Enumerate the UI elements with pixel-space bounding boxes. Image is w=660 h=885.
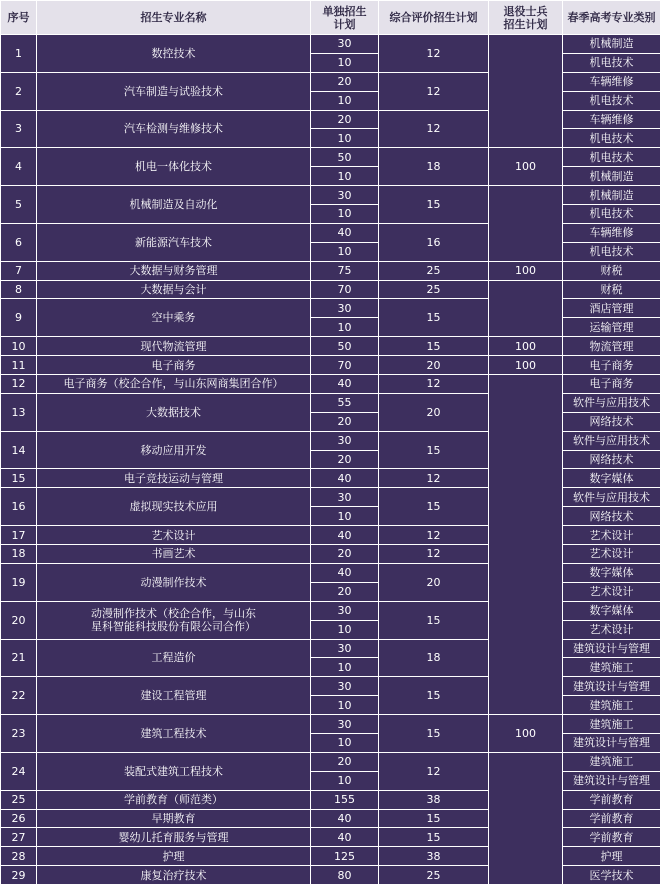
major-name bbox=[37, 431, 311, 469]
major-name-line: 电子商务（校企合作，与山东网商集团合作） bbox=[39, 377, 308, 390]
solo-plan: 20 bbox=[311, 110, 379, 129]
major-name bbox=[37, 545, 311, 564]
header-no: 序号 bbox=[1, 1, 37, 35]
exam-category: 建筑设计与管理 bbox=[563, 677, 660, 696]
solo-plan: 125 bbox=[311, 847, 379, 866]
major-name-line: 动漫制作技术 bbox=[39, 576, 308, 589]
exam-category: 数字媒体 bbox=[563, 563, 660, 582]
solo-plan: 10 bbox=[311, 733, 379, 752]
exam-category: 机械制造 bbox=[563, 35, 660, 54]
major-name bbox=[37, 110, 311, 148]
exam-category: 机电技术 bbox=[563, 53, 660, 72]
solo-plan: 20 bbox=[311, 72, 379, 91]
major-name bbox=[37, 186, 311, 224]
comprehensive-plan: 20 bbox=[379, 356, 489, 375]
table-row bbox=[1, 261, 660, 280]
comprehensive-plan: 15 bbox=[379, 809, 489, 828]
comprehensive-plan: 12 bbox=[379, 469, 489, 488]
exam-category: 机械制造 bbox=[563, 167, 660, 186]
solo-plan: 40 bbox=[311, 375, 379, 394]
solo-plan: 20 bbox=[311, 545, 379, 564]
major-name bbox=[37, 677, 311, 715]
row-number: 22 bbox=[1, 677, 37, 715]
major-name bbox=[37, 809, 311, 828]
exam-category: 软件与应用技术 bbox=[563, 393, 660, 412]
row-number: 19 bbox=[1, 563, 37, 601]
major-name-line: 数控技术 bbox=[39, 47, 308, 60]
veteran-plan bbox=[489, 186, 563, 262]
solo-plan: 50 bbox=[311, 337, 379, 356]
major-name-line: 星科智能科技股份有限公司合作） bbox=[39, 620, 308, 633]
solo-plan: 10 bbox=[311, 167, 379, 186]
major-name bbox=[37, 752, 311, 790]
row-number: 14 bbox=[1, 431, 37, 469]
row-number: 8 bbox=[1, 280, 37, 299]
row-number: 29 bbox=[1, 866, 37, 885]
solo-plan: 10 bbox=[311, 620, 379, 639]
major-name-line: 装配式建筑工程技术 bbox=[39, 765, 308, 778]
major-name-line: 大数据与会计 bbox=[39, 283, 308, 296]
exam-category: 运输管理 bbox=[563, 318, 660, 337]
major-name-line: 大数据技术 bbox=[39, 406, 308, 419]
solo-plan: 10 bbox=[311, 53, 379, 72]
comprehensive-plan: 12 bbox=[379, 526, 489, 545]
major-name bbox=[37, 261, 311, 280]
major-name-line: 虚拟现实技术应用 bbox=[39, 500, 308, 513]
solo-plan: 75 bbox=[311, 261, 379, 280]
exam-category: 艺术设计 bbox=[563, 526, 660, 545]
table-row bbox=[1, 337, 660, 356]
solo-plan: 10 bbox=[311, 696, 379, 715]
solo-plan: 155 bbox=[311, 790, 379, 809]
major-name bbox=[37, 715, 311, 753]
header-veteran-line2: 招生计划 bbox=[491, 18, 560, 31]
comprehensive-plan: 12 bbox=[379, 545, 489, 564]
major-name-line: 学前教育（师范类） bbox=[39, 793, 308, 806]
comprehensive-plan: 15 bbox=[379, 601, 489, 639]
exam-category: 数字媒体 bbox=[563, 469, 660, 488]
solo-plan: 50 bbox=[311, 148, 379, 167]
row-number: 21 bbox=[1, 639, 37, 677]
row-number: 16 bbox=[1, 488, 37, 526]
row-number: 25 bbox=[1, 790, 37, 809]
exam-category: 电子商务 bbox=[563, 375, 660, 394]
row-number: 13 bbox=[1, 393, 37, 431]
major-name-line: 新能源汽车技术 bbox=[39, 236, 308, 249]
exam-category: 学前教育 bbox=[563, 828, 660, 847]
table-row bbox=[1, 280, 660, 299]
exam-category: 数字媒体 bbox=[563, 601, 660, 620]
solo-plan: 30 bbox=[311, 488, 379, 507]
exam-category: 建筑施工 bbox=[563, 696, 660, 715]
solo-plan: 10 bbox=[311, 91, 379, 110]
table-row bbox=[1, 375, 660, 394]
exam-category: 车辆维修 bbox=[563, 223, 660, 242]
row-number: 4 bbox=[1, 148, 37, 186]
exam-category: 财税 bbox=[563, 280, 660, 299]
row-number: 11 bbox=[1, 356, 37, 375]
major-name-line: 机电一体化技术 bbox=[39, 160, 308, 173]
header-name: 招生专业名称 bbox=[37, 1, 311, 35]
exam-category: 建筑施工 bbox=[563, 715, 660, 734]
solo-plan: 20 bbox=[311, 412, 379, 431]
row-number: 24 bbox=[1, 752, 37, 790]
comprehensive-plan: 15 bbox=[379, 186, 489, 224]
solo-plan: 10 bbox=[311, 318, 379, 337]
exam-category: 财税 bbox=[563, 261, 660, 280]
major-name-line: 工程造价 bbox=[39, 651, 308, 664]
solo-plan: 30 bbox=[311, 431, 379, 450]
table-row bbox=[1, 186, 660, 205]
major-name bbox=[37, 299, 311, 337]
exam-category: 软件与应用技术 bbox=[563, 431, 660, 450]
row-number: 20 bbox=[1, 601, 37, 639]
exam-category: 学前教育 bbox=[563, 790, 660, 809]
row-number: 9 bbox=[1, 299, 37, 337]
solo-plan: 80 bbox=[311, 866, 379, 885]
comprehensive-plan: 38 bbox=[379, 847, 489, 866]
exam-category: 建筑设计与管理 bbox=[563, 733, 660, 752]
major-name bbox=[37, 601, 311, 639]
solo-plan: 30 bbox=[311, 601, 379, 620]
major-name-line: 建筑工程技术 bbox=[39, 727, 308, 740]
exam-category: 建筑设计与管理 bbox=[563, 771, 660, 790]
comprehensive-plan: 38 bbox=[379, 790, 489, 809]
comprehensive-plan: 15 bbox=[379, 677, 489, 715]
major-name bbox=[37, 563, 311, 601]
table-row bbox=[1, 356, 660, 375]
major-name-line: 婴幼儿托育服务与管理 bbox=[39, 831, 308, 844]
major-name bbox=[37, 526, 311, 545]
major-name bbox=[37, 828, 311, 847]
solo-plan: 40 bbox=[311, 809, 379, 828]
major-name-line: 书画艺术 bbox=[39, 547, 308, 560]
comprehensive-plan: 15 bbox=[379, 337, 489, 356]
exam-category: 机电技术 bbox=[563, 91, 660, 110]
comprehensive-plan: 12 bbox=[379, 375, 489, 394]
solo-plan: 20 bbox=[311, 582, 379, 601]
exam-category: 建筑施工 bbox=[563, 752, 660, 771]
major-name bbox=[37, 488, 311, 526]
exam-category: 网络技术 bbox=[563, 507, 660, 526]
header-veteran bbox=[489, 1, 563, 35]
major-name-line: 现代物流管理 bbox=[39, 340, 308, 353]
exam-category: 机械制造 bbox=[563, 186, 660, 205]
header-solo-line2: 计划 bbox=[313, 18, 376, 31]
row-number: 18 bbox=[1, 545, 37, 564]
comprehensive-plan: 20 bbox=[379, 563, 489, 601]
table-row bbox=[1, 715, 660, 734]
comprehensive-plan: 15 bbox=[379, 431, 489, 469]
major-name-line: 电子竞技运动与管理 bbox=[39, 472, 308, 485]
solo-plan: 70 bbox=[311, 356, 379, 375]
major-name bbox=[37, 393, 311, 431]
comprehensive-plan: 15 bbox=[379, 715, 489, 753]
row-number: 23 bbox=[1, 715, 37, 753]
veteran-plan bbox=[489, 280, 563, 337]
solo-plan: 55 bbox=[311, 393, 379, 412]
exam-category: 酒店管理 bbox=[563, 299, 660, 318]
exam-category: 网络技术 bbox=[563, 450, 660, 469]
header-category: 春季高考专业类别 bbox=[563, 1, 660, 35]
veteran-plan bbox=[489, 752, 563, 884]
solo-plan: 20 bbox=[311, 450, 379, 469]
table-row bbox=[1, 35, 660, 54]
solo-plan: 10 bbox=[311, 129, 379, 148]
veteran-plan bbox=[489, 375, 563, 715]
comprehensive-plan: 16 bbox=[379, 223, 489, 261]
solo-plan: 10 bbox=[311, 242, 379, 261]
major-name bbox=[37, 639, 311, 677]
comprehensive-plan: 15 bbox=[379, 488, 489, 526]
row-number: 27 bbox=[1, 828, 37, 847]
major-name-line: 汽车检测与维修技术 bbox=[39, 122, 308, 135]
exam-category: 建筑设计与管理 bbox=[563, 639, 660, 658]
exam-category: 艺术设计 bbox=[563, 582, 660, 601]
comprehensive-plan: 12 bbox=[379, 752, 489, 790]
solo-plan: 70 bbox=[311, 280, 379, 299]
solo-plan: 40 bbox=[311, 469, 379, 488]
exam-category: 学前教育 bbox=[563, 809, 660, 828]
comprehensive-plan: 18 bbox=[379, 148, 489, 186]
solo-plan: 30 bbox=[311, 186, 379, 205]
row-number: 2 bbox=[1, 72, 37, 110]
row-number: 26 bbox=[1, 809, 37, 828]
solo-plan: 10 bbox=[311, 205, 379, 224]
exam-category: 车辆维修 bbox=[563, 72, 660, 91]
solo-plan: 40 bbox=[311, 223, 379, 242]
exam-category: 车辆维修 bbox=[563, 110, 660, 129]
major-name bbox=[37, 790, 311, 809]
major-name-line: 建设工程管理 bbox=[39, 689, 308, 702]
solo-plan: 30 bbox=[311, 639, 379, 658]
exam-category: 网络技术 bbox=[563, 412, 660, 431]
comprehensive-plan: 15 bbox=[379, 299, 489, 337]
major-name-line: 移动应用开发 bbox=[39, 444, 308, 457]
exam-category: 艺术设计 bbox=[563, 620, 660, 639]
solo-plan: 30 bbox=[311, 299, 379, 318]
major-name-line: 机械制造及自动化 bbox=[39, 198, 308, 211]
major-name bbox=[37, 356, 311, 375]
row-number: 10 bbox=[1, 337, 37, 356]
major-name bbox=[37, 35, 311, 73]
header-comprehensive: 综合评价招生计划 bbox=[379, 1, 489, 35]
veteran-plan bbox=[489, 35, 563, 148]
exam-category: 机电技术 bbox=[563, 148, 660, 167]
major-name-line: 护理 bbox=[39, 850, 308, 863]
comprehensive-plan: 25 bbox=[379, 280, 489, 299]
comprehensive-plan: 25 bbox=[379, 866, 489, 885]
solo-plan: 10 bbox=[311, 507, 379, 526]
veteran-plan: 100 bbox=[489, 261, 563, 280]
comprehensive-plan: 12 bbox=[379, 72, 489, 110]
major-name bbox=[37, 847, 311, 866]
exam-category: 艺术设计 bbox=[563, 545, 660, 564]
major-name-line: 动漫制作技术（校企合作，与山东 bbox=[39, 607, 308, 620]
veteran-plan: 100 bbox=[489, 715, 563, 753]
row-number: 28 bbox=[1, 847, 37, 866]
solo-plan: 30 bbox=[311, 715, 379, 734]
exam-category: 机电技术 bbox=[563, 242, 660, 261]
row-number: 5 bbox=[1, 186, 37, 224]
veteran-plan: 100 bbox=[489, 148, 563, 186]
major-name-line: 大数据与财务管理 bbox=[39, 264, 308, 277]
solo-plan: 40 bbox=[311, 563, 379, 582]
major-name-line: 康复治疗技术 bbox=[39, 869, 308, 882]
major-name-line: 电子商务 bbox=[39, 359, 308, 372]
header-veteran-line1: 退役士兵 bbox=[491, 5, 560, 18]
exam-category: 建筑施工 bbox=[563, 658, 660, 677]
exam-category: 机电技术 bbox=[563, 129, 660, 148]
solo-plan: 30 bbox=[311, 35, 379, 54]
row-number: 17 bbox=[1, 526, 37, 545]
major-name bbox=[37, 337, 311, 356]
major-name bbox=[37, 469, 311, 488]
comprehensive-plan: 18 bbox=[379, 639, 489, 677]
header-solo-line1: 单独招生 bbox=[313, 5, 376, 18]
comprehensive-plan: 12 bbox=[379, 35, 489, 73]
major-name-line: 汽车制造与试验技术 bbox=[39, 85, 308, 98]
comprehensive-plan: 15 bbox=[379, 828, 489, 847]
comprehensive-plan: 20 bbox=[379, 393, 489, 431]
solo-plan: 10 bbox=[311, 771, 379, 790]
solo-plan: 10 bbox=[311, 658, 379, 677]
row-number: 6 bbox=[1, 223, 37, 261]
header-solo bbox=[311, 1, 379, 35]
major-name bbox=[37, 280, 311, 299]
exam-category: 护理 bbox=[563, 847, 660, 866]
major-name-line: 空中乘务 bbox=[39, 311, 308, 324]
major-name bbox=[37, 148, 311, 186]
comprehensive-plan: 12 bbox=[379, 110, 489, 148]
solo-plan: 40 bbox=[311, 828, 379, 847]
exam-category: 物流管理 bbox=[563, 337, 660, 356]
solo-plan: 20 bbox=[311, 752, 379, 771]
header-row bbox=[1, 1, 660, 35]
major-name bbox=[37, 375, 311, 394]
row-number: 12 bbox=[1, 375, 37, 394]
row-number: 7 bbox=[1, 261, 37, 280]
major-name-line: 早期教育 bbox=[39, 812, 308, 825]
comprehensive-plan: 25 bbox=[379, 261, 489, 280]
table-row bbox=[1, 148, 660, 167]
veteran-plan: 100 bbox=[489, 356, 563, 375]
major-name bbox=[37, 223, 311, 261]
major-name bbox=[37, 72, 311, 110]
exam-category: 软件与应用技术 bbox=[563, 488, 660, 507]
exam-category: 电子商务 bbox=[563, 356, 660, 375]
table-row bbox=[1, 752, 660, 771]
solo-plan: 30 bbox=[311, 677, 379, 696]
solo-plan: 40 bbox=[311, 526, 379, 545]
exam-category: 医学技术 bbox=[563, 866, 660, 885]
row-number: 3 bbox=[1, 110, 37, 148]
exam-category: 机电技术 bbox=[563, 205, 660, 224]
row-number: 1 bbox=[1, 35, 37, 73]
table-body bbox=[1, 35, 660, 885]
major-name-line: 艺术设计 bbox=[39, 529, 308, 542]
major-name bbox=[37, 866, 311, 885]
veteran-plan: 100 bbox=[489, 337, 563, 356]
row-number: 15 bbox=[1, 469, 37, 488]
